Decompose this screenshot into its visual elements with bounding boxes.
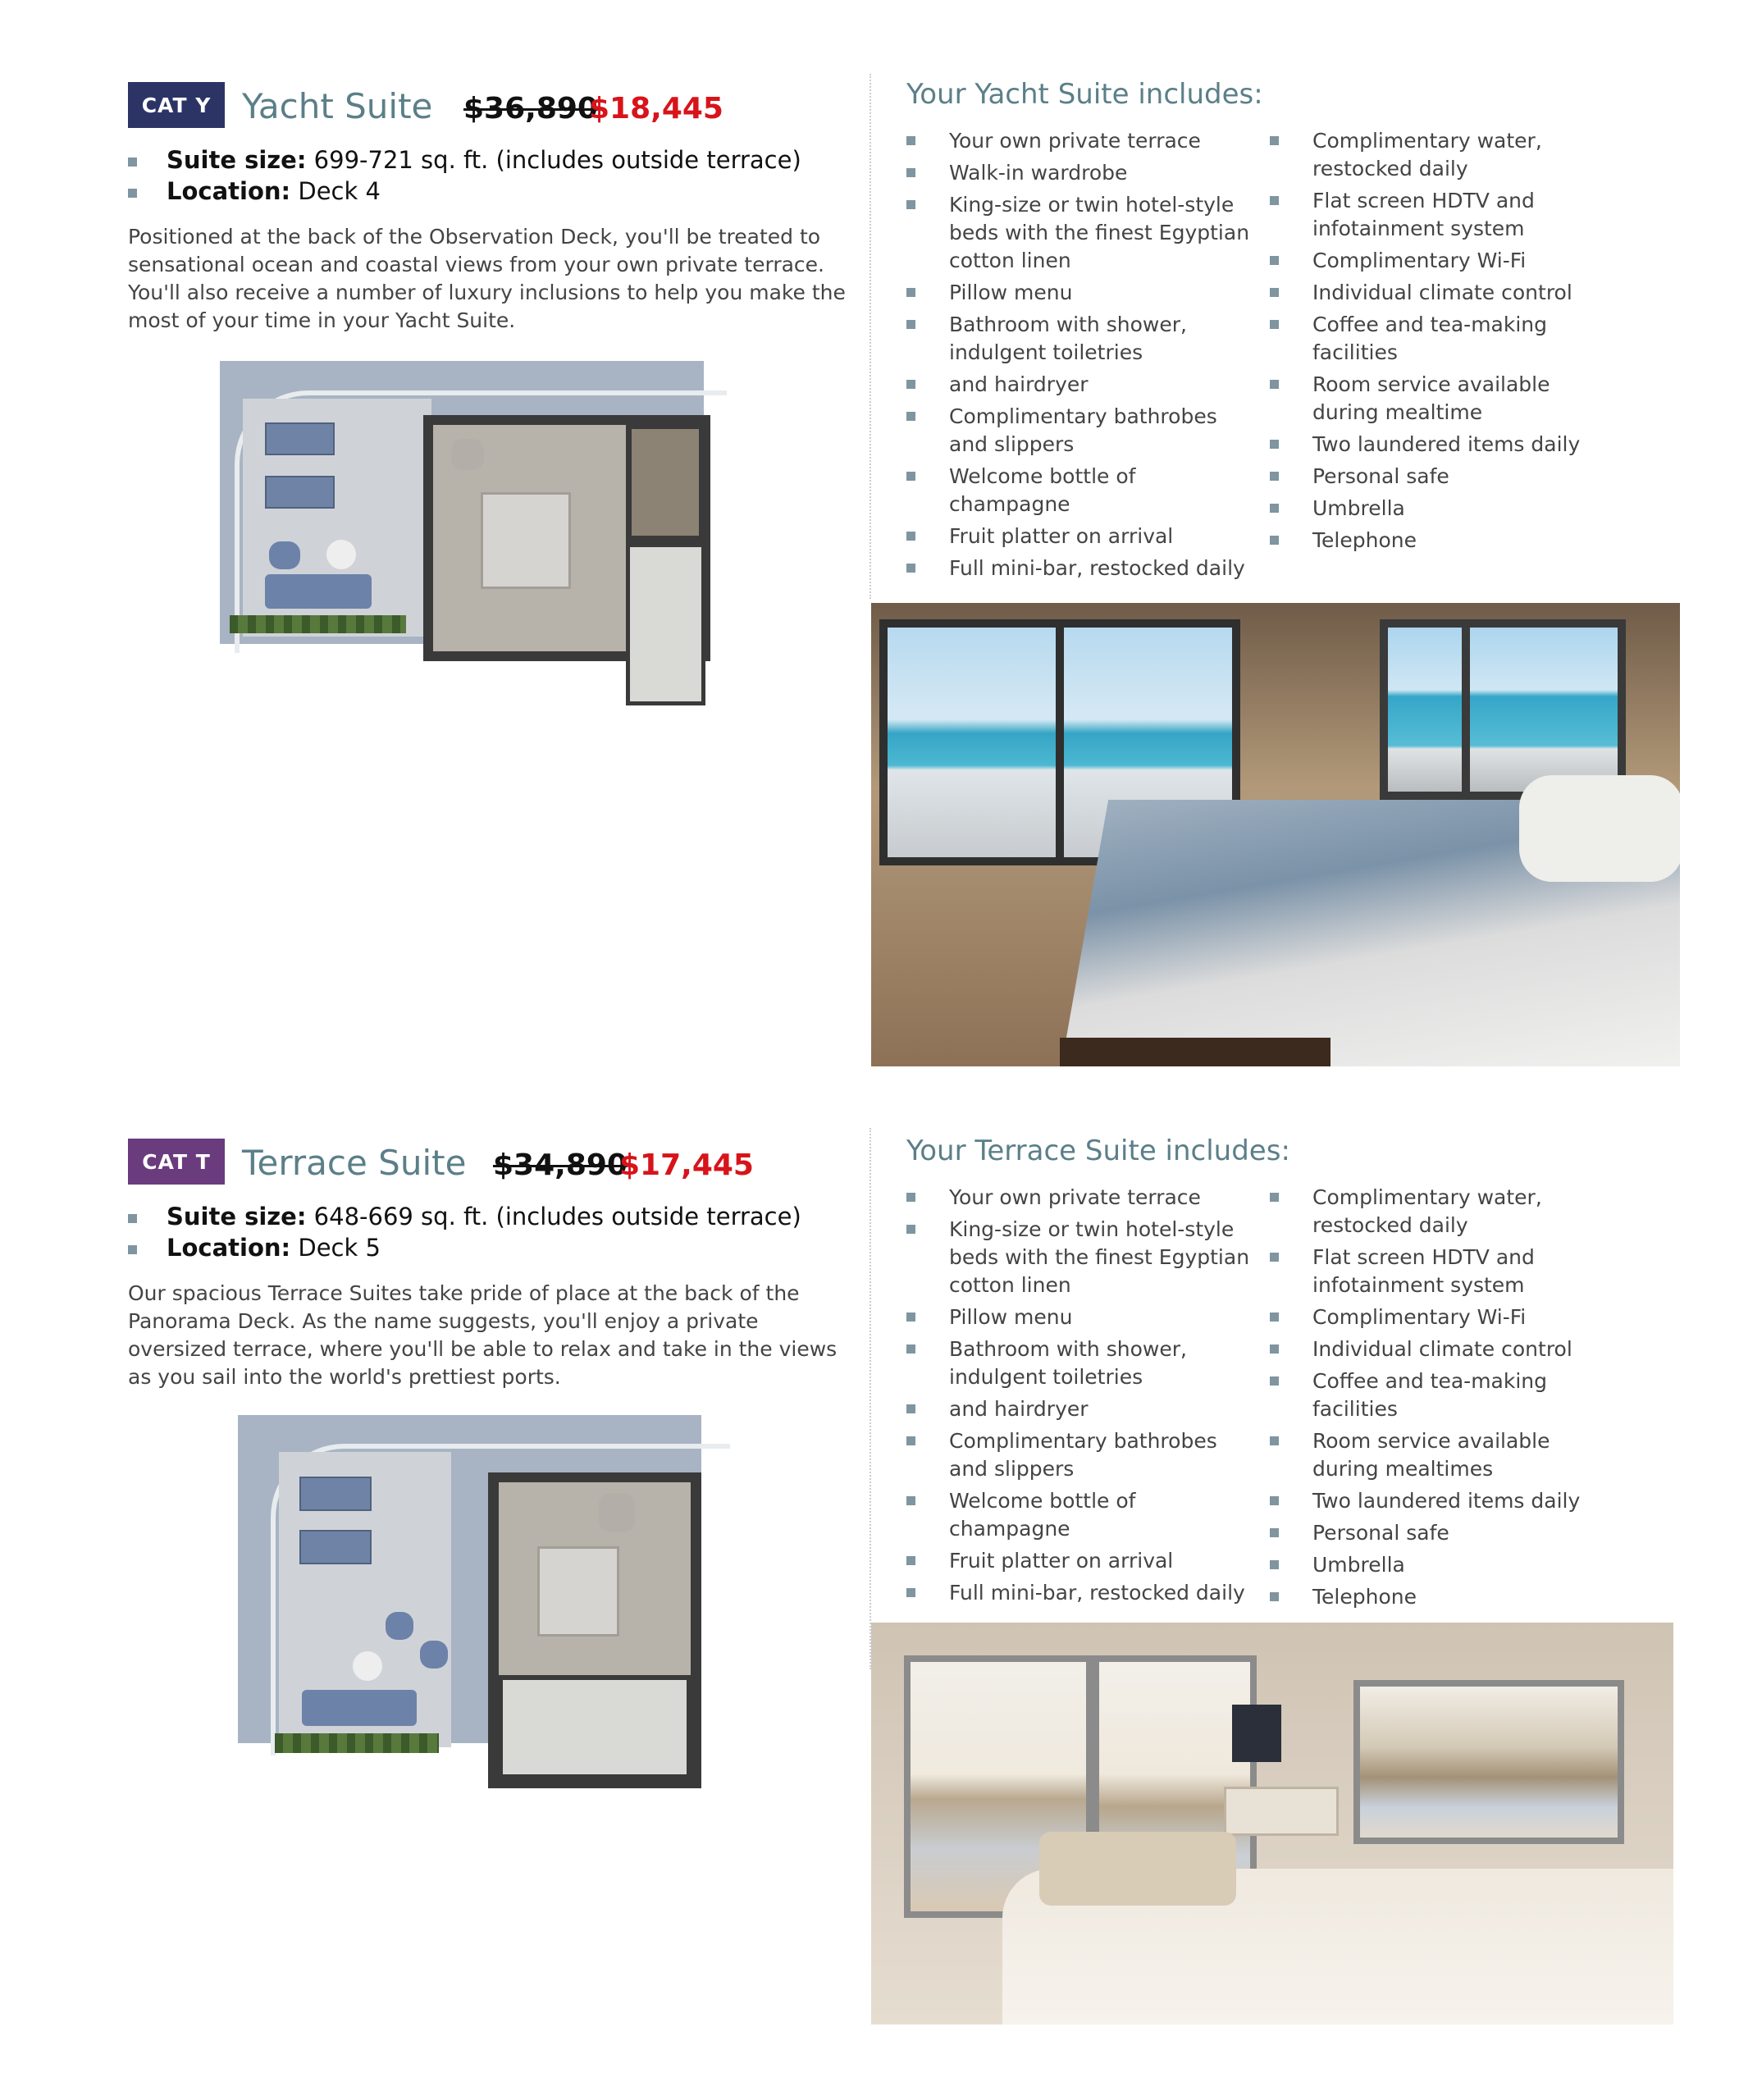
include-item	[906, 1427, 1251, 1483]
include-item	[1270, 247, 1623, 275]
include-item	[1270, 127, 1623, 183]
include-item-label: Pillow menu	[949, 281, 1073, 304]
include-item-label: Coffee and tea-making facilities	[1312, 313, 1547, 364]
bullet-icon	[1270, 1376, 1279, 1386]
original-price: $34,890	[493, 1148, 628, 1182]
include-item-label: Welcome bottle of champagne	[949, 464, 1136, 516]
include-item	[906, 159, 1251, 187]
bullet-icon	[906, 1225, 915, 1234]
include-item	[1270, 1367, 1623, 1423]
bullet-icon	[128, 189, 137, 198]
include-item-label: Umbrella	[1312, 1553, 1405, 1577]
include-item	[906, 523, 1251, 550]
include-item-label: Flat screen HDTV and infotainment system	[1312, 1245, 1535, 1297]
bullet-icon	[1270, 320, 1279, 329]
include-item	[1270, 431, 1623, 459]
bullet-icon	[906, 1312, 915, 1322]
bullet-icon	[906, 136, 915, 145]
include-item-label: Complimentary Wi-Fi	[1312, 1305, 1527, 1329]
include-item-label: Telephone	[1312, 528, 1417, 552]
include-item	[1270, 371, 1623, 427]
terrace-suite-section	[0, 1066, 1739, 2100]
bullet-icon	[906, 1556, 915, 1565]
include-item	[1270, 187, 1623, 243]
include-item-label: King-size or twin hotel-style beds with the finest Egyptian cotton linen	[949, 193, 1250, 272]
includes-list-left	[906, 127, 1251, 587]
sale-price: $18,445	[589, 92, 723, 126]
include-item-label: Full mini-bar, restocked daily	[949, 556, 1245, 580]
bullet-icon	[1270, 380, 1279, 389]
bullet-icon	[1270, 1560, 1279, 1569]
bullet-icon	[906, 532, 915, 541]
includes-heading: Your Terrace Suite includes:	[906, 1134, 1290, 1167]
includes-list-right	[1270, 1184, 1623, 1615]
include-item	[906, 463, 1251, 518]
sale-price: $17,445	[619, 1148, 754, 1182]
include-item	[1270, 1551, 1623, 1579]
include-item-label: Individual climate control	[1312, 1337, 1572, 1361]
terrace-suite-photo	[871, 1623, 1673, 2025]
bullet-icon	[906, 412, 915, 421]
include-item-label: Pillow menu	[949, 1305, 1073, 1329]
include-item-label: and hairdryer	[949, 372, 1089, 396]
include-item-label: Full mini-bar, restocked daily	[949, 1581, 1245, 1605]
bullet-icon	[1270, 1193, 1279, 1202]
suite-description: Positioned at the back of the Observation Deck, you'll be treated to sensational ocean and coastal views from your own private terrace. You'll also receive a number of luxury inclusions to help you make the most of your time in your Yacht Suite.	[128, 225, 846, 332]
bullet-icon	[1270, 1436, 1279, 1445]
include-item-label: Walk-in wardrobe	[949, 161, 1128, 185]
include-item	[906, 1487, 1251, 1543]
include-item-label: Umbrella	[1312, 496, 1405, 520]
bullet-icon	[906, 564, 915, 573]
include-item	[1270, 1583, 1623, 1611]
original-price: $36,890	[463, 92, 598, 126]
bullet-icon	[1270, 472, 1279, 481]
include-item	[1270, 311, 1623, 367]
include-item-label: and hairdryer	[949, 1397, 1089, 1421]
bullet-icon	[128, 1214, 137, 1223]
yacht-suite-photo	[871, 603, 1680, 1066]
suite-title: Terrace Suite	[242, 1143, 467, 1183]
include-item	[906, 1184, 1251, 1212]
include-item-label: Complimentary water, restocked daily	[1312, 1185, 1542, 1237]
include-item	[906, 403, 1251, 459]
include-item-label: Complimentary bathrobes and slippers	[949, 1429, 1217, 1481]
bullet-icon	[1270, 196, 1279, 205]
include-item-label: Complimentary water, restocked daily	[1312, 129, 1542, 180]
include-item-label: Personal safe	[1312, 1521, 1449, 1545]
bullet-icon	[906, 1193, 915, 1202]
include-item	[906, 1303, 1251, 1331]
includes-list-left	[906, 1184, 1251, 1611]
bullet-icon	[1270, 1592, 1279, 1601]
includes-heading: Your Yacht Suite includes:	[906, 78, 1263, 111]
include-item-label: Telephone	[1312, 1585, 1417, 1609]
include-item-label: Two laundered items daily	[1312, 1489, 1581, 1513]
include-item	[906, 371, 1251, 399]
include-item	[1270, 463, 1623, 491]
include-item-label: Bathroom with shower, indulgent toiletries	[949, 313, 1187, 364]
suite-title: Yacht Suite	[242, 86, 433, 126]
bullet-icon	[1270, 1312, 1279, 1322]
include-item	[906, 555, 1251, 582]
column-divider	[870, 74, 871, 599]
bullet-icon	[1270, 1528, 1279, 1537]
include-item-label: Fruit platter on arrival	[949, 1549, 1174, 1573]
bullet-icon	[1270, 1253, 1279, 1262]
include-item-label: Individual climate control	[1312, 281, 1572, 304]
bullet-icon	[906, 288, 915, 297]
bullet-icon	[906, 320, 915, 329]
bullet-icon	[128, 1245, 137, 1254]
include-item	[906, 1547, 1251, 1575]
include-item	[1270, 1335, 1623, 1363]
bullet-icon	[906, 380, 915, 389]
include-item	[1270, 527, 1623, 555]
include-item-label: King-size or twin hotel-style beds with the finest Egyptian cotton linen	[949, 1217, 1250, 1297]
include-item	[1270, 1519, 1623, 1547]
include-item-label: Room service available during mealtime	[1312, 372, 1550, 424]
includes-list-right	[1270, 127, 1623, 559]
bullet-icon	[906, 1344, 915, 1354]
include-item	[906, 1335, 1251, 1391]
column-divider	[870, 1128, 871, 1669]
bullet-icon	[906, 1404, 915, 1413]
bullet-icon	[906, 1588, 915, 1597]
include-item	[1270, 1303, 1623, 1331]
bullet-icon	[1270, 1344, 1279, 1354]
bullet-icon	[906, 200, 915, 209]
category-badge: CAT T	[128, 1139, 225, 1185]
include-item-label: Two laundered items daily	[1312, 432, 1581, 456]
include-item-label: Coffee and tea-making facilities	[1312, 1369, 1547, 1421]
include-item	[1270, 1487, 1623, 1515]
spec-suite-size: Suite size: 648-669 sq. ft. (includes outside terrace)	[128, 1203, 801, 1230]
include-item	[906, 127, 1251, 155]
include-item-label: Personal safe	[1312, 464, 1449, 488]
include-item	[1270, 279, 1623, 307]
include-item-label: Your own private terrace	[949, 129, 1201, 153]
include-item-label: Complimentary Wi-Fi	[1312, 249, 1527, 272]
spec-suite-size: Suite size: 699-721 sq. ft. (includes outside terrace)	[128, 146, 801, 174]
bullet-icon	[1270, 504, 1279, 513]
bullet-icon	[1270, 1496, 1279, 1505]
include-item	[906, 1216, 1251, 1299]
bullet-icon	[1270, 440, 1279, 449]
include-item	[906, 191, 1251, 275]
include-item-label: Fruit platter on arrival	[949, 524, 1174, 548]
include-item	[906, 311, 1251, 367]
include-item	[1270, 1427, 1623, 1483]
include-item-label: Bathroom with shower, indulgent toiletries	[949, 1337, 1187, 1389]
bullet-icon	[906, 1436, 915, 1445]
include-item	[906, 1395, 1251, 1423]
include-item	[906, 1579, 1251, 1607]
spec-location: Location: Deck 4	[128, 177, 381, 205]
bullet-icon	[1270, 288, 1279, 297]
bullet-icon	[1270, 256, 1279, 265]
bullet-icon	[906, 472, 915, 481]
floor-plan-image	[220, 361, 704, 705]
include-item	[1270, 1244, 1623, 1299]
category-badge: CAT Y	[128, 82, 225, 128]
include-item	[906, 279, 1251, 307]
spec-location: Location: Deck 5	[128, 1234, 381, 1262]
include-item-label: Flat screen HDTV and infotainment system	[1312, 189, 1535, 240]
include-item-label: Welcome bottle of champagne	[949, 1489, 1136, 1541]
floor-plan-image	[238, 1415, 701, 1788]
suite-description: Our spacious Terrace Suites take pride of place at the back of the Panorama Deck. As the name suggests, you'll enjoy a private oversized terrace, where you'll be able to relax and take in the views as you sail into the world's prettiest ports.	[128, 1281, 838, 1389]
include-item-label: Room service available during mealtimes	[1312, 1429, 1550, 1481]
include-item-label: Complimentary bathrobes and slippers	[949, 404, 1217, 456]
bullet-icon	[906, 168, 915, 177]
include-item	[1270, 495, 1623, 523]
bullet-icon	[1270, 136, 1279, 145]
bullet-icon	[906, 1496, 915, 1505]
bullet-icon	[128, 158, 137, 167]
include-item-label: Your own private terrace	[949, 1185, 1201, 1209]
include-item	[1270, 1184, 1623, 1239]
bullet-icon	[1270, 536, 1279, 545]
